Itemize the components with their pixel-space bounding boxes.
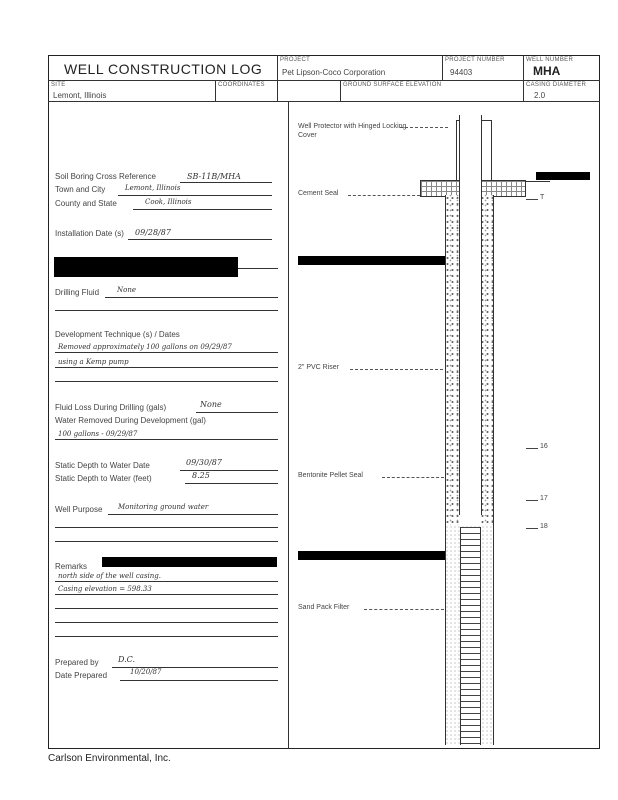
remarks-underline-4	[55, 622, 278, 623]
town-value: Lemont, Illinois	[125, 184, 181, 192]
remarks-underline-1	[55, 581, 278, 582]
drilling-fluid-line	[105, 297, 278, 298]
date-prepared-value: 10/20/87	[130, 668, 162, 676]
dev-line1: Removed approximately 100 gallons on 09/29/87	[58, 343, 232, 351]
blank-line-1	[55, 310, 278, 311]
log-title: WELL CONSTRUCTION LOG	[64, 61, 263, 77]
depth-tick-2	[526, 448, 538, 449]
sand-label: Sand Pack Filter	[298, 604, 350, 611]
project-number-value: 94403	[450, 68, 473, 77]
riser-pipe	[459, 115, 482, 515]
water-removed-line	[55, 439, 278, 440]
static-date-label: Static Depth to Water Date	[55, 461, 150, 470]
remarks-underline-2	[55, 594, 278, 595]
project-label: PROJECT	[280, 57, 311, 63]
date-prepared-label: Date Prepared	[55, 671, 108, 680]
body-divider	[288, 101, 289, 749]
casing-label: CASING DIAMETER	[526, 82, 587, 88]
company-name: Carlson Environmental, Inc.	[48, 753, 171, 764]
bentonite-label: Bentonite Pellet Seal	[298, 472, 363, 479]
borehole-wall-right	[493, 195, 494, 745]
county-value: Cook, Illinois	[145, 198, 192, 206]
header-col-5	[340, 80, 341, 101]
ground-surface-label: GROUND SURFACE ELEVATION	[343, 82, 442, 88]
site-value: Lemont, Illinois	[53, 91, 107, 100]
depth-tick-3	[526, 500, 538, 501]
town-label: Town and City	[55, 185, 106, 194]
soil-boring-line	[180, 182, 272, 183]
town-line	[118, 195, 272, 196]
casing-value: 2.0	[534, 91, 546, 100]
protector-label: Well Protector with Hinged Locking Cover	[298, 123, 407, 139]
header-col-3	[523, 55, 524, 101]
dev-label: Development Technique (s) / Dates	[55, 330, 180, 339]
coordinates-label: COORDINATES	[218, 82, 265, 88]
backfill-right	[480, 195, 494, 525]
header-divider-2	[48, 101, 600, 102]
redaction-diagram-2	[298, 551, 446, 560]
sand-leader	[364, 609, 444, 610]
prepared-by-label: Prepared by	[55, 658, 99, 667]
fluid-loss-value: None	[200, 400, 222, 409]
redaction-driller	[54, 257, 238, 277]
install-line	[128, 239, 272, 240]
depth-label-3: 17	[540, 495, 548, 502]
riser-label: 2" PVC Riser	[298, 364, 339, 371]
fluid-loss-label: Fluid Loss During Drilling (gals)	[55, 403, 167, 412]
depth-label-1: T	[540, 194, 545, 201]
remarks-line1: north side of the well casing.	[58, 572, 161, 580]
borehole-wall-left	[445, 195, 446, 745]
drilling-fluid-value: None	[117, 286, 136, 294]
header-col-2	[442, 55, 443, 80]
county-label: County and State	[55, 199, 117, 208]
depth-tick-1	[526, 199, 538, 200]
purpose-line	[108, 514, 278, 515]
dev-underline-1	[55, 352, 278, 353]
soil-boring-value: SB-11B/MHA	[187, 172, 241, 181]
static-depth-line	[185, 483, 278, 484]
prepared-by-value: D.C.	[118, 655, 136, 664]
header-divider-1	[48, 80, 600, 81]
bentonite-leader	[382, 477, 444, 478]
well-number-value: MHA	[533, 64, 561, 78]
site-label: SITE	[51, 82, 66, 88]
soil-boring-label: Soil Boring Cross Reference	[55, 172, 156, 181]
cement-label: Cement Seal	[298, 190, 339, 197]
well-diagram	[440, 115, 600, 749]
header-col-1	[277, 55, 278, 101]
driller-line	[238, 268, 278, 269]
purpose-value: Monitoring ground water	[118, 503, 209, 511]
dev-line2: using a Kemp pump	[58, 358, 129, 366]
cement-leader	[348, 195, 420, 196]
date-prepared-line	[120, 680, 278, 681]
purpose-line-3	[55, 541, 278, 542]
remarks-line2: Casing elevation = 598.33	[58, 585, 152, 593]
install-value: 09/28/87	[135, 228, 171, 237]
water-removed-value: 100 gallons - 09/29/87	[58, 430, 138, 438]
project-value: Pet Lipson-Coco Corporation	[282, 68, 386, 77]
redaction-elevation	[536, 172, 590, 180]
remarks-label: Remarks	[55, 562, 88, 571]
county-line	[133, 209, 272, 210]
project-number-label: PROJECT NUMBER	[445, 57, 505, 63]
depth-label-2: 16	[540, 443, 548, 450]
header-col-4	[215, 80, 216, 101]
dev-underline-2	[55, 367, 278, 368]
remarks-underline-3	[55, 608, 278, 609]
depth-label-4: 18	[540, 523, 548, 530]
install-label: Installation Date (s)	[55, 229, 124, 238]
depth-tick-4	[526, 528, 538, 529]
fluid-loss-line	[196, 412, 278, 413]
well-number-label: WELL NUMBER	[526, 57, 574, 63]
well-screen	[460, 527, 481, 745]
drilling-fluid-label: Drilling Fluid	[55, 288, 100, 297]
water-removed-label: Water Removed During Development (gal)	[55, 416, 206, 425]
purpose-label: Well Purpose	[55, 505, 103, 514]
remarks-underline-5	[55, 636, 278, 637]
redaction-diagram-1	[298, 256, 446, 265]
static-depth-value: 8.25	[192, 471, 210, 480]
purpose-line-2	[55, 527, 278, 528]
redaction-remarks	[102, 557, 277, 567]
static-depth-label: Static Depth to Water (feet)	[55, 474, 152, 483]
dev-underline-3	[55, 381, 278, 382]
static-date-value: 09/30/87	[186, 458, 222, 467]
backfill-left	[445, 195, 459, 525]
